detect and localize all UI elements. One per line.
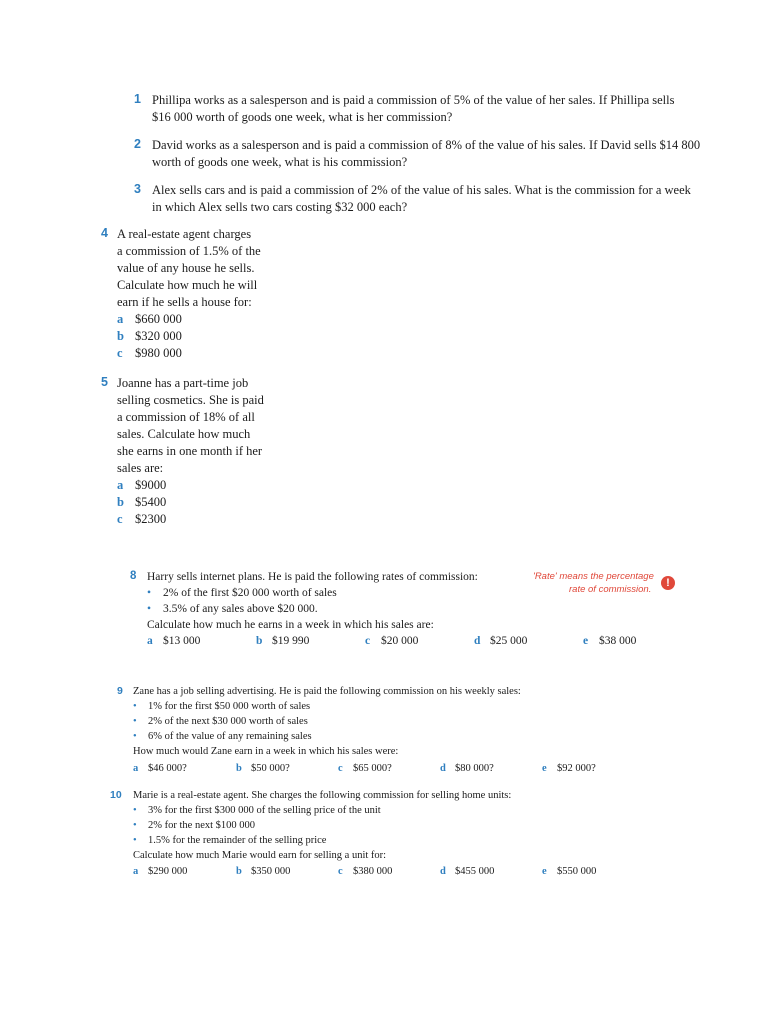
part-value: $550 000 xyxy=(557,866,597,877)
question-number: 5 xyxy=(101,375,108,389)
part-letter: a xyxy=(117,312,124,326)
part-value: $290 000 xyxy=(148,866,188,877)
bullet-item: 6% of the value of any remaining sales xyxy=(148,731,312,742)
question-text: a commission of 1.5% of the xyxy=(117,244,261,258)
part-value: $13 000 xyxy=(163,635,201,647)
question-number: 9 xyxy=(117,685,123,697)
part-value: $92 000? xyxy=(557,763,596,774)
part-value: $980 000 xyxy=(135,346,182,360)
part-value: $2300 xyxy=(135,512,167,526)
part-value: $25 000 xyxy=(490,635,528,647)
question-text: selling cosmetics. She is paid xyxy=(117,393,264,407)
part-value: $65 000? xyxy=(353,763,392,774)
bullet-item: 3.5% of any sales above $20 000. xyxy=(163,603,318,615)
question-text: $16 000 worth of goods one week, what is her commission? xyxy=(152,110,453,124)
bullet-item: 2% of the next $30 000 worth of sales xyxy=(148,716,308,727)
part-letter: d xyxy=(440,763,446,774)
part-letter: b xyxy=(236,763,242,774)
question-number: 8 xyxy=(130,570,137,582)
part-letter: a xyxy=(133,763,139,774)
margin-note-text: rate of commission. xyxy=(569,584,652,595)
part-letter: a xyxy=(117,478,124,492)
part-value: $80 000? xyxy=(455,763,494,774)
part-letter: a xyxy=(133,866,139,877)
alert-icon: ! xyxy=(661,576,675,590)
question-text: Alex sells cars and is paid a commission of 2% of the value of his sales. What is the commission for a week xyxy=(152,183,691,197)
question-text: earn if he sells a house for: xyxy=(117,295,252,309)
question-number: 10 xyxy=(110,789,122,801)
bullet-item: 1% for the first $50 000 worth of sales xyxy=(148,701,311,712)
question-text: Calculate how much Marie would earn for selling a unit for: xyxy=(133,850,387,861)
part-letter: e xyxy=(542,763,547,774)
part-value: $455 000 xyxy=(455,866,495,877)
question-text: Zane has a job selling advertising. He is paid the following commission on his weekly sales: xyxy=(133,686,521,697)
bullet-item: 1.5% for the remainder of the selling price xyxy=(148,835,327,846)
part-value: $660 000 xyxy=(135,312,182,326)
part-value: $19 990 xyxy=(272,635,310,647)
part-letter: b xyxy=(117,495,124,509)
part-value: $5400 xyxy=(135,495,167,509)
part-letter: d xyxy=(440,866,446,877)
part-letter: d xyxy=(474,635,481,647)
question-number: 4 xyxy=(101,226,108,240)
question-text: Harry sells internet plans. He is paid the following rates of commission: xyxy=(147,571,478,583)
part-value: $350 000 xyxy=(251,866,291,877)
bullet-marker: • xyxy=(133,701,137,712)
question-text: A real-estate agent charges xyxy=(117,227,252,241)
bullet-marker: • xyxy=(133,805,137,816)
question-text: sales are: xyxy=(117,461,164,475)
part-value: $9000 xyxy=(135,478,167,492)
part-letter: b xyxy=(117,329,124,343)
bullet-marker: • xyxy=(147,603,152,615)
question-number: 3 xyxy=(134,182,141,196)
question-text: she earns in one month if her xyxy=(117,444,263,458)
question-text: Calculate how much he will xyxy=(117,278,258,292)
bullet-marker: • xyxy=(133,716,137,727)
part-letter: e xyxy=(542,866,547,877)
part-value: $46 000? xyxy=(148,763,187,774)
question-text: in which Alex sells two cars costing $32 000 each? xyxy=(152,200,408,214)
part-letter: c xyxy=(117,346,123,360)
question-text: David works as a salesperson and is paid a commission of 8% of the value of his sales. If David sells $14 800 xyxy=(152,138,701,152)
bullet-item: 3% for the first $300 000 of the selling price of the unit xyxy=(148,805,381,816)
part-value: $320 000 xyxy=(135,329,182,343)
bullet-marker: • xyxy=(133,731,137,742)
question-text: Phillipa works as a salesperson and is paid a commission of 5% of the value of her sales. If Phillipa sells xyxy=(152,93,675,107)
question-text: a commission of 18% of all xyxy=(117,410,255,424)
part-letter: c xyxy=(338,866,343,877)
part-letter: c xyxy=(338,763,343,774)
part-letter: b xyxy=(256,635,263,647)
question-text: Calculate how much he earns in a week in which his sales are: xyxy=(147,619,434,631)
question-number: 1 xyxy=(134,92,141,106)
part-letter: b xyxy=(236,866,242,877)
margin-note-text: 'Rate' means the percentage xyxy=(533,571,654,582)
bullet-item: 2% for the next $100 000 xyxy=(148,820,256,831)
part-letter: c xyxy=(117,512,123,526)
part-value: $50 000? xyxy=(251,763,290,774)
bullet-marker: • xyxy=(133,835,137,846)
part-value: $20 000 xyxy=(381,635,419,647)
question-text: value of any house he sells. xyxy=(117,261,255,275)
question-text: Marie is a real-estate agent. She charges the following commission for selling home units: xyxy=(133,790,512,801)
part-value: $38 000 xyxy=(599,635,637,647)
part-letter: a xyxy=(147,635,153,647)
bullet-marker: • xyxy=(147,587,152,599)
bullet-marker: • xyxy=(133,820,137,831)
question-text: sales. Calculate how much xyxy=(117,427,251,441)
question-text: worth of goods one week, what is his commission? xyxy=(152,155,408,169)
question-text: How much would Zane earn in a week in which his sales were: xyxy=(133,746,399,757)
part-letter: c xyxy=(365,635,371,647)
part-value: $380 000 xyxy=(353,866,393,877)
question-text: Joanne has a part-time job xyxy=(117,376,249,390)
part-letter: e xyxy=(583,635,589,647)
question-number: 2 xyxy=(134,137,141,151)
bullet-item: 2% of the first $20 000 worth of sales xyxy=(163,587,337,599)
